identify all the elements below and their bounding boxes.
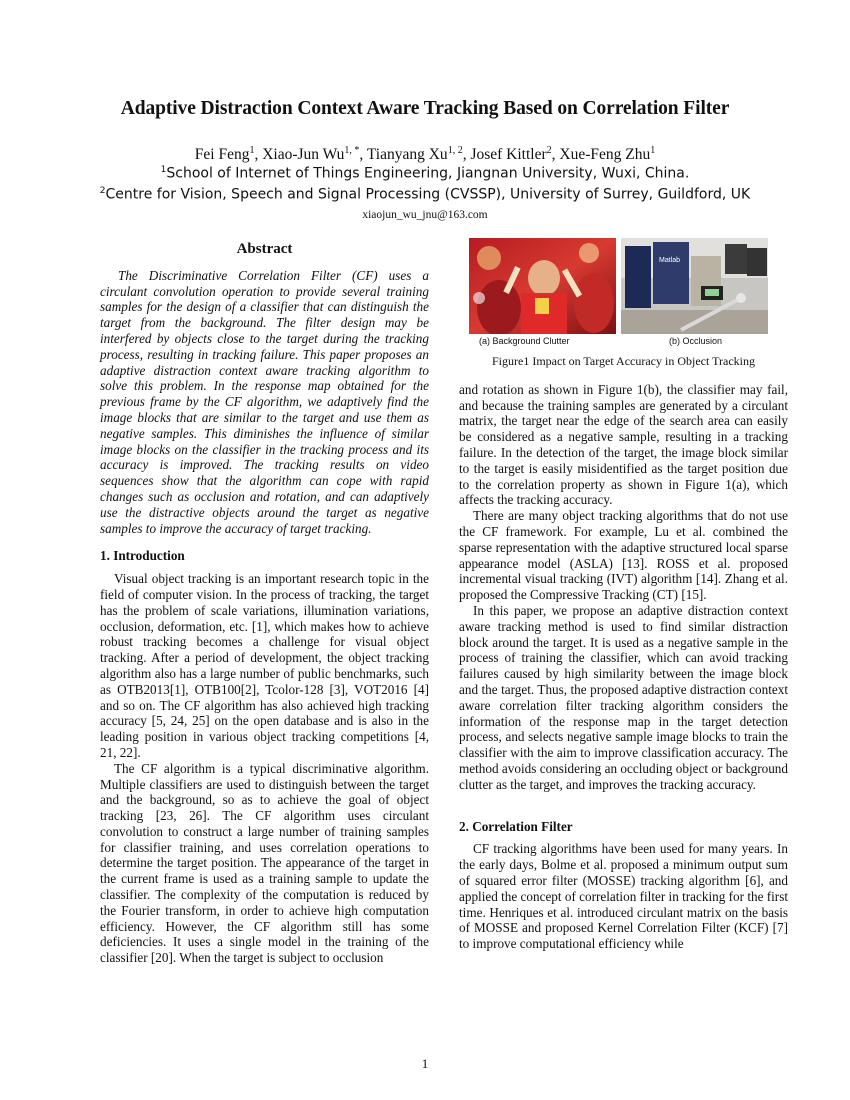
figure-caption: Figure1 Impact on Target Accuracy in Object Tracking <box>492 354 755 368</box>
author-line <box>0 145 850 164</box>
figure-1 <box>459 238 788 350</box>
paper-title: Adaptive Distraction Context Aware Tracking Based on Correlation Filter <box>120 98 730 119</box>
figure-caption-a: (a) Background Clutter <box>479 336 570 346</box>
intro-paragraph-1: Visual object tracking is an important research topic in the field of computer vision. In the process of tracking, the target has the problem of scale variations, illumination variations, occlusion, deformation, etc. [1], which makes how to achieve robust tracking becomes a challenge for visual object tracking. After a period of development, the object tracking algorithm also has a large number of public benchmarks, such as OTB2013[1], OTB100[2], Tcolor-128 [3], VOT2016 [4] and so on. The CF algorithm has also achieved high tracking accuracy [5, 24, 25] on the open database and is also in the leading position in various object tracking competitions [4, 21, 22]. <box>100 571 429 760</box>
left-column <box>100 240 429 966</box>
introduction-heading: 1. Introduction <box>100 548 185 564</box>
affiliation-1 <box>0 165 850 182</box>
affiliation-text: School of Internet of Things Engineering, Jiangnan University, Wuxi, China. <box>166 165 690 182</box>
author-separator: , <box>462 146 471 164</box>
right-column <box>459 238 788 952</box>
affiliation-mark: 1 <box>160 165 167 175</box>
intro-paragraph-4: There are many object tracking algorithms that do not use the CF framework. For example, Lu et al. combined the sparse representation with the adaptive structured local sparse appearance model (ASLA) [13]. ROSS et al. proposed incremental visual tracking (IVT) algorithm [14]. Zhang et al. proposed the Compressive Tracking (CT) [15]. <box>459 508 788 603</box>
correlation-filter-heading: 2. Correlation Filter <box>459 818 573 834</box>
author-separator: , <box>551 146 560 164</box>
author-separator: , <box>359 146 367 164</box>
contact-email: xiaojun_wu_jnu@163.com <box>362 209 488 221</box>
author-name: Tianyang Xu <box>366 146 448 164</box>
intro-paragraph-2: The CF algorithm is a typical discriminative algorithm. Multiple classifiers are used to distinguish between the target and the background, so as to achieve the goal of object tracking [23, 26]. The CF algorithm uses circulant convolution to construct a large number of training samples for classifier training, and uses correlation operations to determine the target position. The appearance of the target in the current frame is used as a training sample to update the classifier. The complexity of the computation is reduced by the Fourier transform, in order to achieve high computation efficiency. However, the CF algorithm still has some deficiencies. It uses a single model in the training of the classifier [20]. When the target is subject to occlusion <box>100 760 429 966</box>
author-affil-mark: 1 <box>249 145 255 156</box>
affiliation-2 <box>0 186 850 203</box>
section2-paragraph-1: CF tracking algorithms have been used for many years. In the early days, Bolme et al. proposed a minimum output sum of squared error filter (MOSSE) tracking algorithm [6], and applied the concept of correlation filter in tracking for the first time. Henriques et al. introduced circulant matrix on the basis of MOSSE and proposed Kernel Correlation Filter (KCF) [7] to improve computational efficiency while <box>459 841 788 952</box>
desk-books-photo <box>621 238 768 334</box>
affiliation-text: Centre for Vision, Speech and Signal Processing (CVSSP), University of Surrey, Guildford, UK <box>105 186 751 203</box>
page-number: 1 <box>421 1056 429 1071</box>
figure-caption-b: (b) Occlusion <box>669 336 723 346</box>
author-affil-mark: 1 <box>650 145 656 156</box>
occlusion-image <box>621 238 768 334</box>
author-name: Xue-Feng Zhu <box>559 146 651 164</box>
author-affil-mark: 1, 2 <box>447 145 463 156</box>
author-affil-mark: 2 <box>546 145 552 156</box>
author-affil-mark: 1, * <box>344 145 360 156</box>
affiliation-mark: 2 <box>99 186 106 196</box>
book-cover-text: Matlab <box>659 257 681 264</box>
intro-paragraph-3: and rotation as shown in Figure 1(b), the classifier may fail, and because the training samples are generated by a circulant matrix, the target near the edge of the search area can easily be considered as a negative sample, resulting in a tracking failure. In the detection of the target, the image block similar to the target is easily misidentified as the target position due to the correlation property as shown in Figure 1(a), which affects the tracking accuracy. <box>459 381 788 508</box>
intro-paragraph-5: In this paper, we propose an adaptive distraction context aware tracking method is used to find similar distraction block around the target. It is used as a negative sample in the process of training the classifier, which can avoid tracking failures caused by high similarity between the image block and the target. Thus, the proposed adaptive distraction context aware correlation filter tracking algorithm considers the information of the response map in the target detection process, and selects negative sample image blocks to train the classifier with the aim to improve classification accuracy. The method avoids considering an occluding object or background clutter as the target, and improves the tracking accuracy. <box>459 602 788 792</box>
background-clutter-image <box>469 238 616 334</box>
soccer-celebration-photo <box>469 238 616 334</box>
abstract-heading: Abstract <box>236 241 293 257</box>
author-name: Xiao-Jun Wu <box>262 146 345 164</box>
author-separator: , <box>254 146 263 164</box>
abstract-text: The Discriminative Correlation Filter (CF) uses a circulant convolution operation to provide several training samples for the design of a classifier that can distinguish the target from the background. The filter design may be interfered by objects close to the target during the tracking process, resulting in tracking failure. This paper proposes an adaptive distraction context aware tracking algorithm to solve this problem. In the response map obtained for the previous frame by the CF algorithm, we adaptively find the image blocks that are similar to the target and use them as negative samples. This diminishes the influence of similar image blocks on the classifier in the tracking process and its accuracy is improved. The tracking results on video sequences show that the algorithm can cope with rapid changes such as occlusion and rotation, and can adaptively use the distractive objects around the target as negative samples to improve the accuracy of target tracking. <box>100 267 429 536</box>
author-name: Josef Kittler <box>470 146 547 164</box>
author-name: Fei Feng <box>194 146 250 164</box>
